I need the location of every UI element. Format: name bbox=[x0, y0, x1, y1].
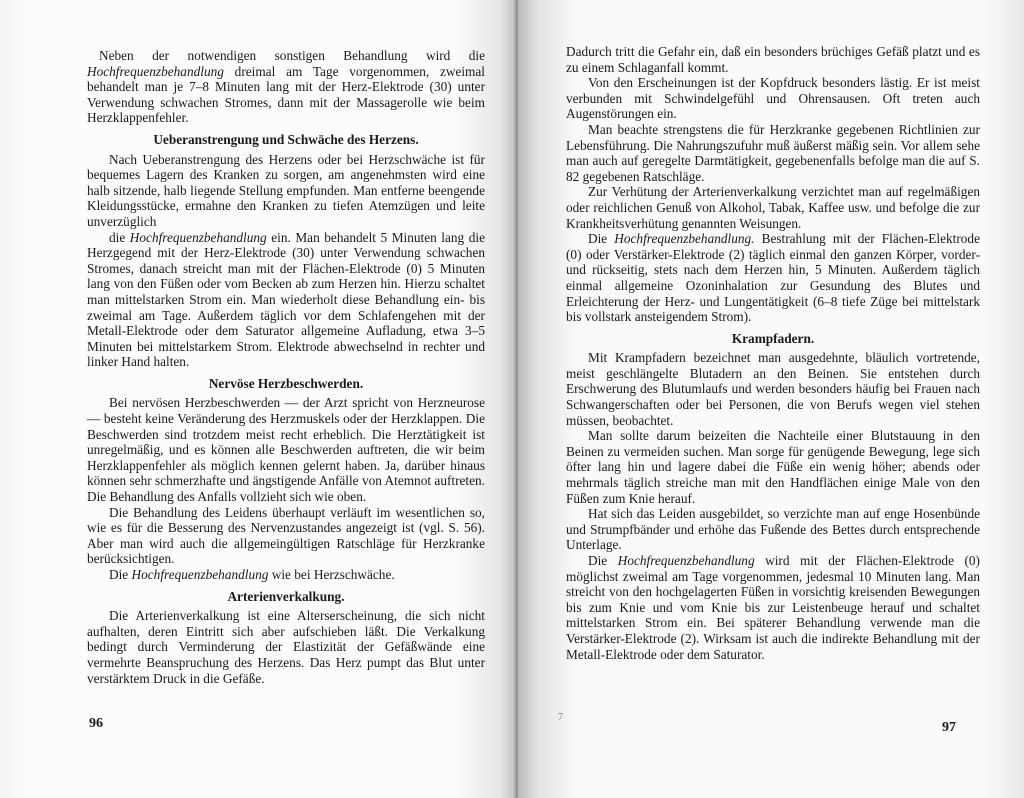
paragraph: Man beachte strengstens die für Herzkranke gegebenen Richtlinien zur Lebensführung. Die Nahrungszufuhr muß äußerst mäßig sein. Vor allem sehe man auch auf geregelte Darmtätigkeit, gegebenenfalls befolge man die auf S. 82 gegebenen Ratschläge. bbox=[566, 121, 980, 184]
paragraph: Zur Verhütung der Arterienverkalkung verzichtet man auf regelmäßigen oder reichlichen Genuß von Alkohol, Tabak, Kaffee usw. und befolge die zur Krankheitsverhütung genannten Weisungen. bbox=[566, 184, 980, 231]
right-page bbox=[518, 0, 1024, 798]
paragraph: Dadurch tritt die Gefahr ein, daß ein besonders brüchiges Gefäß platzt und es zu einem Schlaganfall kommt. bbox=[566, 44, 980, 75]
paragraph: Man sollte darum beizeiten die Nachteile einer Blutstauung in den Beinen zu vermeiden suchen. Man sorge für genügende Bewegung, lege sich öfter lang hin und lagere dabei die Füße ein wenig höher; abends oder mehrmals täglich streiche man mit den Handflächen einige Male von den Füßen zum Knie herauf. bbox=[566, 428, 980, 506]
paragraph: Die Hochfrequenzbehandlung wie bei Herzschwäche. bbox=[109, 567, 395, 582]
page-number: 96 bbox=[89, 716, 103, 731]
paragraph: Die Arterienverkalkung ist eine Alterserscheinung, die sich nicht aufhalten, deren Eintritt sich aber aufschieben läßt. Die Verkalkung bedingt durch Verminderung der Elastizität der Gefäßwände eine vermehrte Beanspruchung des Herzens. Das Herz pumpt das Blut unter verstärktem Druck in die Gefäße. bbox=[87, 608, 485, 686]
paragraph: Mit Krampfadern bezeichnet man ausgedehnte, bläulich vortretende, meist geschlängelte Blutadern an den Beinen. Sie entstehen durch Erschwerung des Blutumlaufs und werden besonders häufig bei Frauen nach Schwangerschaften oder bei Personen, die von Berufs wegen viel stehen müssen, beobachtet. bbox=[566, 350, 980, 428]
right-page-text bbox=[566, 44, 980, 662]
section-heading-krampfadern: Krampfadern. bbox=[731, 330, 815, 346]
paragraph: Bei nervösen Herzbeschwerden — der Arzt spricht von Herzneurose — besteht keine Veränderung des Herzmuskels oder der Herzklappen. Die Beschwerden sind trotzdem meist recht erheblich. Die Herztätigkeit ist unregelmäßig, und es können alle Beschwerden auftreten, die wir beim Herzklappenfehler als möglich kennen gelernt haben. Ja, darüber hinaus können sehr schmerzhafte und ängstigende Anfälle von Atemnot auftreten. Die Behandlung des Anfalls vollzieht sich wie oben. bbox=[87, 395, 485, 505]
intro-paragraph: Neben der notwendigen sonstigen Behandlung wird die Hochfrequenzbehandlung dreimal am Tage vorgenommen, zweimal behandelt man je 7–8 Minuten lang mit der Herz-Elektrode (30) unter Verwendung schwachen Stromes, dann mit der Massagerolle wie beim Herzklappenfehler. bbox=[87, 48, 485, 126]
paragraph: die Hochfrequenzbehandlung ein. Man behandelt 5 Minuten lang die Herzgegend mit der Herz-Elektrode (30) unter Verwendung schwachen Stromes, danach streicht man mit der Flächen-Elektrode (0) 5 Minuten lang von den Füßen oder vom Becken ab zum Herzen hin. Hierzu schaltet man mittelstarken Strom ein. Man wiederholt diese Behandlung ein- bis zweimal am Tage. Außerdem täglich vor dem Schlafengehen mit der Metall-Elektrode oder dem Saturator allgemeine Aufladung, etwa 3–5 Minuten bei mittelstarkem Strom. Elektrode abwechselnd in rechter und linker Hand halten. bbox=[87, 229, 485, 370]
paragraph: Nach Ueberanstrengung des Herzens oder bei Herzschwäche ist für bequemes Lagern des Kranken zu sorgen, am angenehmsten wird eine halb sitzende, halb liegende Stellung empfunden. Man entferne beengende Kleidungsstücke, ermahne den Kranken zu tiefen Atemzügen und leite unverzüglich bbox=[87, 151, 485, 229]
paragraph: Hat sich das Leiden ausgebildet, so verzichte man auf enge Hosenbünde und Strumpfbänder und erhöhe das Fußende des Bettes durch entsprechende Unterlage. bbox=[566, 506, 980, 553]
paragraph: Von den Erscheinungen ist der Kopfdruck besonders lästig. Er ist meist verbunden mit Schwindelgefühl und Ohrensausen. Oft treten auch Augenstörungen ein. bbox=[566, 75, 980, 122]
paragraph: Die Behandlung des Leidens überhaupt verläuft im wesentlichen so, wie es für die Besserung des Nervenzustandes angezeigt ist (vgl. S. 56). Aber man wird auch die allgemeingültigen Ratschläge für Herzkranke berücksichtigen. bbox=[87, 504, 485, 567]
page-number: 97 bbox=[942, 720, 956, 735]
section-heading-herzschwaeche: Ueberanstrengung und Schwäche des Herzens. bbox=[153, 131, 419, 147]
section-heading-nervoese-herzbeschwerden: Nervöse Herzbeschwerden. bbox=[208, 375, 364, 391]
margin-mark: 7 bbox=[558, 712, 563, 723]
paragraph: Die Hochfrequenzbehandlung wird mit der Flächen-Elektrode (0) möglichst zweimal am Tage vorgenommen, jedesmal 10 Minuten lang. Man streicht von den hochgelagerten Füßen in vorsichtig kreisenden Bewegungen bis zum Knie und vom Knie bis zur Leistenbeuge herauf und schaltet mittelstarken Strom ein. Bei späterer Behandlung verwende man die Verstärker-Elektrode (2). Wirksam ist auch die indirekte Behandlung mit der Metall-Elektrode oder dem Saturator. bbox=[566, 553, 980, 662]
paragraph: Die Hochfrequenzbehandlung. Bestrahlung mit der Flächen-Elektrode (0) oder Verstärker-Elektrode (2) täglich einmal den ganzen Körper, vorder- und rückseitig, stets nach dem Herzen hin, 5 Minuten. Außerdem täglich einmal allgemeine Ozoninhalation zur Gesundung des Blutes und Erleichterung der Herz- und Lungentätigkeit (6–8 tiefe Züge bei mittelstark bis vollstark ansteigendem Strom). bbox=[566, 231, 980, 325]
section-heading-arterienverkalkung: Arterienverkalkung. bbox=[227, 588, 345, 604]
left-page-text bbox=[87, 48, 485, 686]
